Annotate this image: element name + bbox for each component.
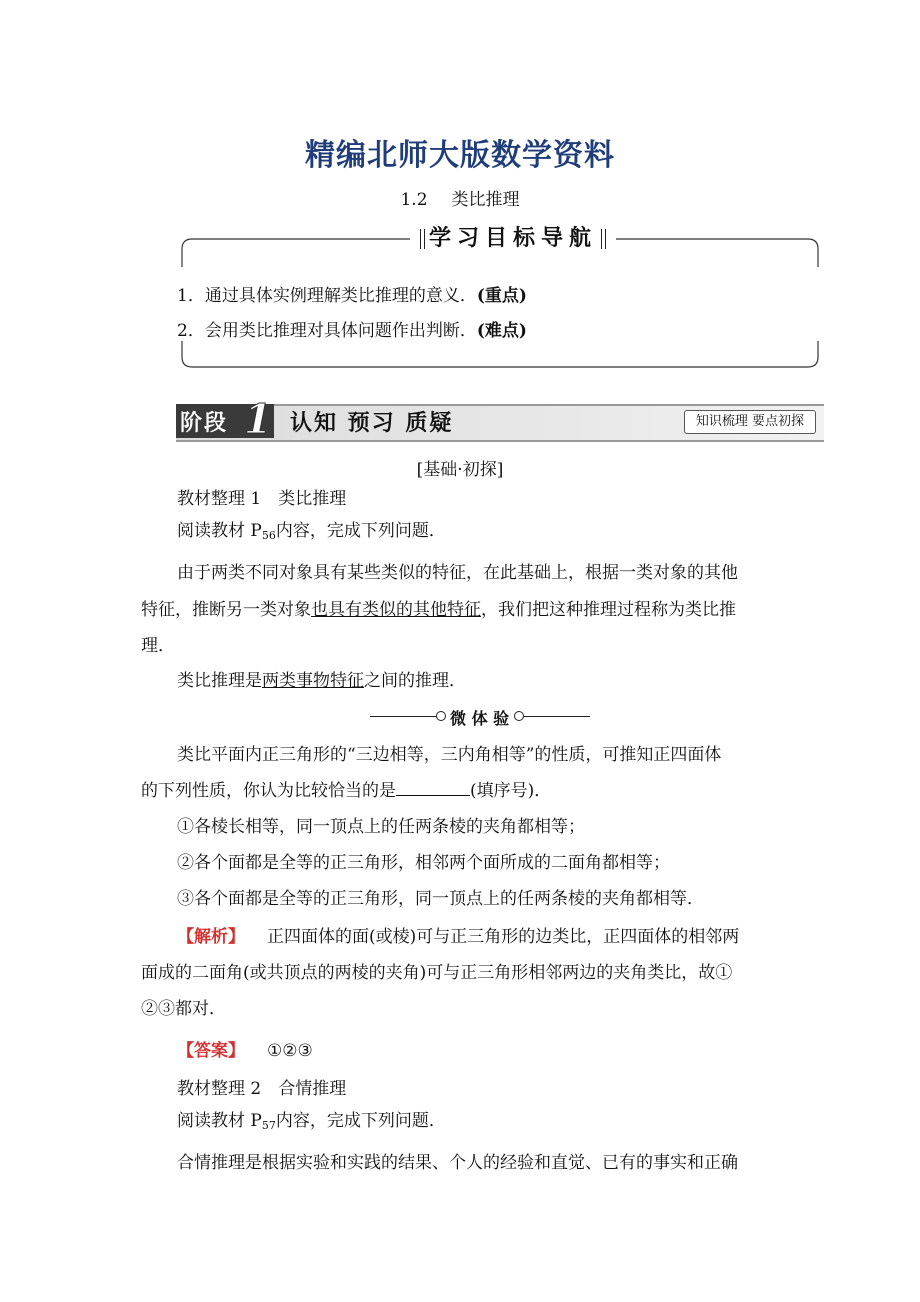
answer-blank xyxy=(396,779,470,796)
goal-item-1: 1．通过具体实例理解类比推理的意义．(重点) xyxy=(177,286,527,306)
goals-heading xyxy=(410,222,616,256)
underline-answer-2: 两类事物特征 xyxy=(262,671,364,691)
bar-right-icon xyxy=(601,229,606,249)
micro-divider xyxy=(370,706,590,728)
document-title: 精编北师大版数学资料 xyxy=(305,138,615,173)
answer-line xyxy=(177,1034,313,1068)
analysis-label: 【解析】 xyxy=(177,927,245,947)
para1-line3: 理． xyxy=(141,636,175,656)
read2-line: 阅读教材 $P_{57}$内容，完成下列问题． xyxy=(177,1111,446,1132)
para2: 类比推理是两类事物特征之间的推理． xyxy=(177,671,466,691)
micro-heading: 微 体 验 xyxy=(450,709,510,728)
stage-word: 阶段 xyxy=(180,411,229,436)
stage-tag: 知识梳理 要点初探 xyxy=(684,410,816,434)
goal-item-2: 2．会用类比推理对具体问题作出判断．(难点) xyxy=(177,321,527,341)
option-3: ③各个面都是全等的正三角形，同一顶点上的任两条棱的夹角都相等． xyxy=(177,889,704,909)
circle-icon xyxy=(436,711,446,721)
topic1-heading: 教材整理 1 类比推理 xyxy=(177,489,347,509)
goal-tag-hard: (难点) xyxy=(476,321,527,341)
stage-title: 认知 预习 质疑 xyxy=(290,411,454,436)
analysis-line2: 面成的二面角(或共顶点的两棱的夹角)可与正三角形相邻两边的夹角类比，故① xyxy=(141,963,733,983)
question-line2: 的下列性质，你认为比较恰当的是 (填序号)． xyxy=(141,781,552,801)
answer-label: 【答案】 xyxy=(177,1041,245,1061)
question-line1: 类比平面内正三角形的“三边相等，三内角相等”的性质，可推知正四面体 xyxy=(177,745,722,765)
stage-number: 1 xyxy=(244,396,272,443)
para3: 合情推理是根据实验和实践的结果、个人的经验和直觉、已有的事实和正确 xyxy=(177,1153,738,1173)
topic2-heading: 教材整理 2 合情推理 xyxy=(177,1079,347,1099)
para1-line1: 由于两类不同对象具有某些类似的特征，在此基础上，根据一类对象的其他 xyxy=(177,563,738,583)
section-heading xyxy=(0,185,920,210)
underline-answer-1: 也具有类似的其他特征 xyxy=(311,600,481,620)
section-number: 1.2 xyxy=(400,190,428,210)
circle-icon xyxy=(514,711,524,721)
analysis-line3: ②③都对． xyxy=(141,999,226,1019)
analysis-line1: 【解析】 正四面体的面(或棱)可与正三角形的边类比，正四面体的相邻两 xyxy=(177,927,740,947)
option-1: ①各棱长相等，同一顶点上的任两条棱的夹角都相等； xyxy=(177,817,585,837)
answer-value: ①②③ xyxy=(267,1041,313,1061)
option-2: ②各个面都是全等的正三角形，相邻两个面所成的二面角都相等； xyxy=(177,853,670,873)
goals-heading-text: 学习目标导航 xyxy=(429,226,598,251)
bar-left-icon xyxy=(420,229,425,249)
para1-line2: 特征，推断另一类对象也具有类似的其他特征，我们把这种推理过程称为类比推 xyxy=(141,600,736,620)
goal-tag-key: (重点) xyxy=(476,286,527,306)
basics-heading: [基础·初探] xyxy=(416,460,504,480)
section-name: 类比推理 xyxy=(451,190,520,210)
read1-line: 阅读教材 $P_{56}$内容，完成下列问题． xyxy=(177,521,446,542)
